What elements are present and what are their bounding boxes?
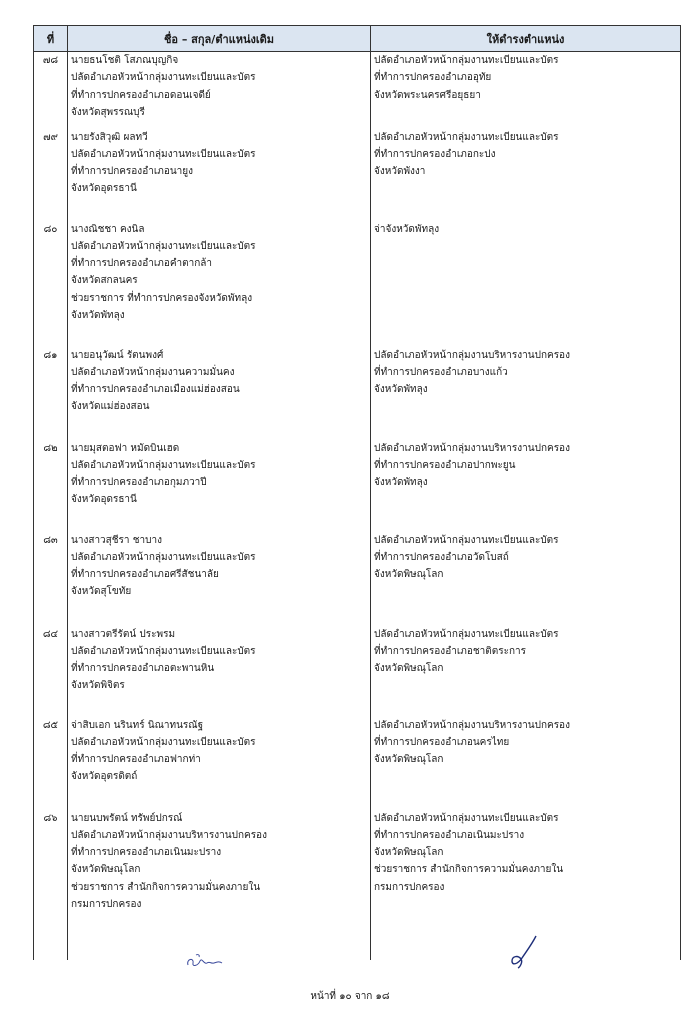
new-position-line: จังหวัดพังงา — [374, 166, 426, 178]
signature-mark-right — [506, 932, 546, 972]
new-position-cell — [371, 717, 681, 810]
new-position-line: จังหวัดพัทลุง — [374, 384, 428, 396]
new-position-line: จังหวัดพระนครศรีอยุธยา — [374, 89, 481, 101]
old-position-cell — [68, 347, 371, 440]
old-position-line: จังหวัดอุดรธานี — [71, 494, 137, 506]
old-position-line: ปลัดอำเภอหัวหน้ากลุ่มงานบริหารงานปกครอง — [71, 829, 267, 841]
header-new-position: ให้ดำรงตำแหน่ง — [371, 26, 681, 52]
initials-signature-left — [184, 951, 228, 971]
new-position-line: ปลัดอำเภอหัวหน้ากลุ่มงานบริหารงานปกครอง — [374, 349, 570, 361]
old-position-line: ปลัดอำเภอหัวหน้ากลุ่มงานทะเบียนและบัตร — [71, 148, 256, 160]
old-position-line: จังหวัดสุพรรณบุรี — [71, 106, 145, 118]
old-position-line: นายอนุวัฒน์ รัตนพงศ์ — [71, 349, 164, 361]
old-position-line: นายธนโชติ โสภณบุญกิจ — [71, 55, 179, 66]
old-position-line: ที่ทำการปกครองอำเภอเมืองแม่ฮ่องสอน — [71, 384, 240, 396]
old-position-line: จังหวัดสกลนคร — [71, 275, 138, 287]
new-position-cell — [371, 532, 681, 626]
new-position-cell — [371, 440, 681, 532]
table-row — [34, 626, 681, 717]
old-position-line: นางณิชชา คงนิล — [71, 223, 145, 235]
old-position-line: ปลัดอำเภอหัวหน้ากลุ่มงานทะเบียนและบัตร — [71, 736, 256, 748]
row-number: ๘๓ — [34, 532, 68, 626]
new-position-line: กรมการปกครอง — [374, 881, 445, 893]
new-position-line: จ่าจังหวัดพัทลุง — [374, 223, 440, 235]
table-row — [34, 52, 681, 129]
new-position-line: ที่ทำการปกครองอำเภอวัดโบสถ์ — [374, 551, 509, 563]
old-position-cell — [68, 532, 371, 626]
new-position-cell — [371, 626, 681, 717]
old-position-line: จังหวัดแม่ฮ่องสอน — [71, 401, 150, 413]
old-position-cell — [68, 810, 371, 960]
new-position-cell — [371, 347, 681, 440]
new-position-line: จังหวัดพิษณุโลก — [374, 569, 444, 581]
new-position-line: ที่ทำการปกครองอำเภอนครไทย — [374, 736, 510, 748]
table-row — [34, 532, 681, 626]
old-position-line: จังหวัดพิจิตร — [71, 680, 125, 692]
old-position-line: นายรังสิวุฒิ ผลทวี — [71, 131, 148, 143]
new-position-line: ปลัดอำเภอหัวหน้ากลุ่มงานทะเบียนและบัตร — [374, 628, 559, 640]
new-position-line: จังหวัดพิษณุโลก — [374, 663, 444, 675]
new-position-line: ปลัดอำเภอหัวหน้ากลุ่มงานทะเบียนและบัตร — [374, 812, 559, 824]
old-position-line: นางสาวตรีรัตน์ ประพรม — [71, 628, 176, 640]
appointment-table — [33, 25, 681, 960]
old-position-line: นายมุสตอฟา หมัดบินเฮด — [71, 442, 180, 454]
old-position-line: ที่ทำการปกครองอำเภอศรีสัชนาลัย — [71, 569, 219, 581]
new-position-line: ปลัดอำเภอหัวหน้ากลุ่มงานทะเบียนและบัตร — [374, 131, 559, 143]
old-position-line: ปลัดอำเภอหัวหน้ากลุ่มงานทะเบียนและบัตร — [71, 551, 256, 563]
row-number: ๘๑ — [34, 347, 68, 440]
old-position-line: ที่ทำการปกครองอำเภอดอนเจดีย์ — [71, 89, 211, 101]
old-position-line: ช่วยราชการ ที่ทำการปกครองจังหวัดพัทลุง — [71, 292, 253, 304]
new-position-line: จังหวัดพิษณุโลก — [374, 847, 444, 859]
page-footer: หน้าที่ ๑๐ จาก ๑๘ — [310, 991, 390, 1002]
old-position-cell — [68, 717, 371, 810]
old-position-line: ที่ทำการปกครองอำเภอนายูง — [71, 166, 194, 178]
old-position-line: จ่าสิบเอก นรินทร์ นิณาทนรณัฐ — [71, 719, 204, 731]
old-position-line: จังหวัดอุตรดิตถ์ — [71, 771, 138, 783]
old-position-line: ปลัดอำเภอหัวหน้ากลุ่มงานทะเบียนและบัตร — [71, 240, 256, 252]
new-position-line: ปลัดอำเภอหัวหน้ากลุ่มงานทะเบียนและบัตร — [374, 534, 559, 546]
old-position-cell — [68, 626, 371, 717]
new-position-line: ที่ทำการปกครองอำเภอปากพะยูน — [374, 459, 516, 471]
header-name-old-position: ชื่อ – สกุล/ตำแหน่งเดิม — [68, 26, 371, 52]
new-position-line: ที่ทำการปกครองอำเภอเนินมะปราง — [374, 829, 525, 841]
new-position-cell — [371, 221, 681, 347]
table-row — [34, 347, 681, 440]
new-position-cell — [371, 129, 681, 221]
new-position-line: ปลัดอำเภอหัวหน้ากลุ่มงานบริหารงานปกครอง — [374, 719, 570, 731]
table-row — [34, 717, 681, 810]
table-row — [34, 440, 681, 532]
row-number: ๘๒ — [34, 440, 68, 532]
old-position-line: ปลัดอำเภอหัวหน้ากลุ่มงานทะเบียนและบัตร — [71, 459, 256, 471]
old-position-line: ปลัดอำเภอหัวหน้ากลุ่มงานความมั่นคง — [71, 366, 235, 378]
header-no: ที่ — [34, 26, 68, 52]
table-header-row — [34, 26, 681, 52]
old-position-line: ที่ทำการปกครองอำเภอตะพานหิน — [71, 663, 215, 675]
new-position-line: จังหวัดพิษณุโลก — [374, 754, 444, 766]
old-position-line: จังหวัดสุโขทัย — [71, 586, 132, 598]
new-position-line: ปลัดอำเภอหัวหน้ากลุ่มงานบริหารงานปกครอง — [374, 442, 570, 454]
row-number: ๘๔ — [34, 626, 68, 717]
row-number: ๗๙ — [34, 129, 68, 221]
row-number: ๘๐ — [34, 221, 68, 347]
table-row — [34, 810, 681, 960]
new-position-line: ปลัดอำเภอหัวหน้ากลุ่มงานทะเบียนและบัตร — [374, 55, 559, 66]
old-position-line: ที่ทำการปกครองอำเภอฟากท่า — [71, 754, 201, 766]
old-position-line: นายนบพรัตน์ ทรัพย์ปกรณ์ — [71, 812, 183, 824]
old-position-line: จังหวัดพิษณุโลก — [71, 864, 141, 876]
old-position-line: ช่วยราชการ สำนักกิจการความมั่นคงภายใน — [71, 881, 261, 893]
old-position-cell — [68, 440, 371, 532]
old-position-line: ที่ทำการปกครองอำเภอเนินมะปราง — [71, 847, 222, 859]
old-position-line: ปลัดอำเภอหัวหน้ากลุ่มงานทะเบียนและบัตร — [71, 645, 256, 657]
old-position-line: นางสาวสุชีรา ชาบาง — [71, 534, 162, 546]
new-position-line: ที่ทำการปกครองอำเภอชาติตระการ — [374, 645, 527, 657]
old-position-line: ที่ทำการปกครองอำเภอกุมภวาปี — [71, 477, 207, 489]
row-number: ๗๘ — [34, 52, 68, 129]
table-row — [34, 129, 681, 221]
table-row — [34, 221, 681, 347]
new-position-line: ที่ทำการปกครองอำเภออุทัย — [374, 72, 492, 84]
old-position-line: ปลัดอำเภอหัวหน้ากลุ่มงานทะเบียนและบัตร — [71, 72, 256, 84]
new-position-line: จังหวัดพัทลุง — [374, 477, 428, 489]
new-position-line: ที่ทำการปกครองอำเภอกะปง — [374, 148, 496, 160]
new-position-cell — [371, 52, 681, 129]
old-position-line: กรมการปกครอง — [71, 898, 142, 910]
new-position-line: ที่ทำการปกครองอำเภอบางแก้ว — [374, 366, 508, 378]
row-number: ๘๖ — [34, 810, 68, 960]
old-position-cell — [68, 52, 371, 129]
old-position-line: จังหวัดอุดรธานี — [71, 183, 137, 195]
old-position-line: จังหวัดพัทลุง — [71, 309, 125, 321]
new-position-line: ช่วยราชการ สำนักกิจการความมั่นคงภายใน — [374, 864, 564, 876]
old-position-line: ที่ทำการปกครองอำเภอคำตากล้า — [71, 258, 213, 270]
old-position-cell — [68, 221, 371, 347]
row-number: ๘๕ — [34, 717, 68, 810]
old-position-cell — [68, 129, 371, 221]
